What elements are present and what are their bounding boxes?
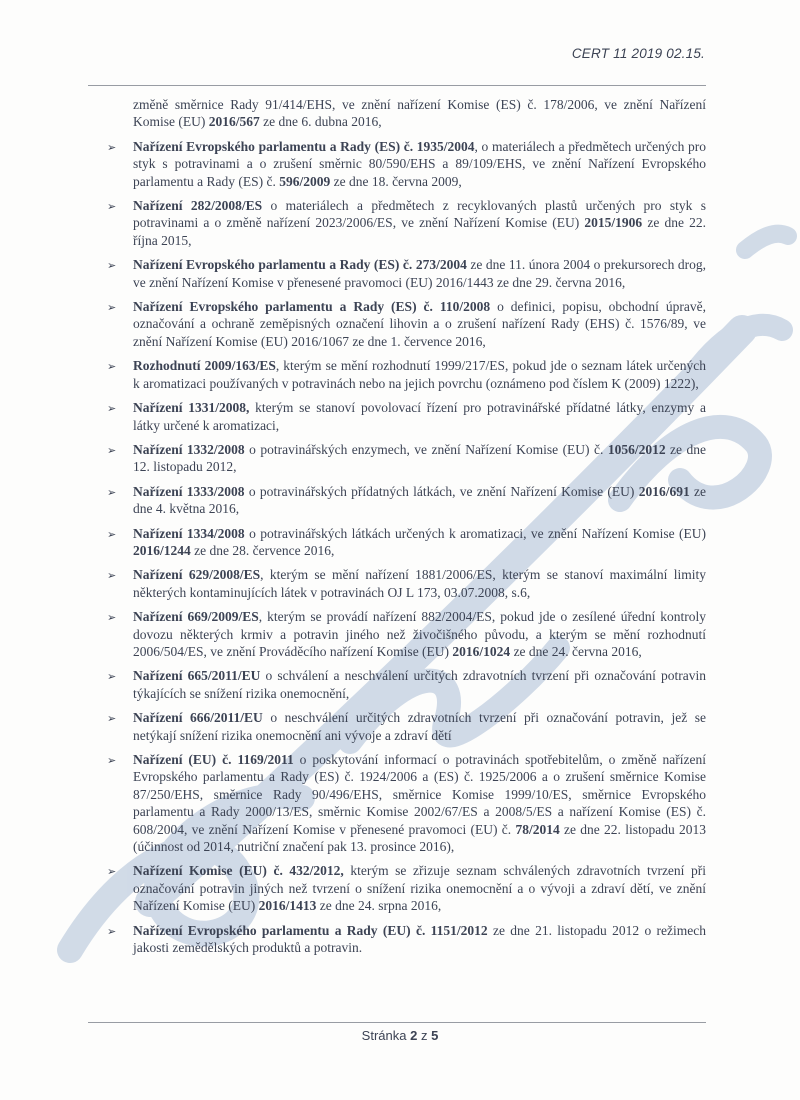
regulation-text: Nařízení Evropského parlamentu a Rady (EU) č. 1151/2012 ze dne 21. listopadu 2012 o režimech jakosti zemědělských produktů a potravin.: [133, 922, 706, 956]
regulation-item: [107, 922, 706, 957]
arrow-bullet-icon: ➢: [107, 200, 117, 214]
regulation-item: [107, 357, 706, 392]
regulation-text: Nařízení (EU) č. 1169/2011 o poskytování informací o potravinách spotřebitelům, o změně nařízení Evropského parlamentu a Rady (ES) č. 1924/2006 a (ES) č. 1925/2006 a o zrušení směrnice Komise 87/250/EHS, směrnice Rady 90/496/EHS, směrnice Komise 1999/10/ES, směrnice Evropského parlamentu a Rady 2000/13/ES, směrnic Komise 2002/67/ES a 2008/5/ES a nařízení Komise (ES) č. 608/2004, ve znění Nařízení Komise v přenesené pravomoci (EU) č. 78/2014 ze dne 22. listopadu 2013 (účinnost od 2014, nutriční značení pak 13. prosince 2016),: [133, 752, 706, 855]
regulation-item: [107, 399, 706, 434]
document-body: [107, 96, 707, 963]
arrow-bullet-icon: ➢: [107, 485, 117, 499]
regulation-text: Nařízení 1334/2008 o potravinářských látkách určených k aromatizaci, ve znění Nařízení Komise (EU) 2016/1244 ze dne 28. července 2016,: [133, 525, 706, 558]
arrow-bullet-icon: ➢: [107, 402, 117, 416]
total-pages: 5: [431, 1028, 439, 1043]
header-divider: [88, 85, 706, 86]
continuation-paragraph: změně směrnice Rady 91/414/EHS, ve znění nařízení Komise (ES) č. 178/2006, ve znění Nařízení Komise (EU) 2016/567 ze dne 6. dubna 2016,: [133, 97, 706, 130]
regulation-item: [107, 709, 706, 744]
document-code: CERT 11 2019 02.15.: [571, 46, 705, 61]
regulation-item: [107, 862, 706, 914]
regulation-text: Nařízení Evropského parlamentu a Rady (ES) č. 273/2004 ze dne 11. února 2004 o prekursorech drog, ve znění Nařízení Komise v přenesené pravomoci (EU) 2016/1443 ze dne 29. června 2016,: [133, 257, 706, 290]
regulation-item: [107, 566, 707, 601]
regulation-item: [107, 483, 706, 518]
regulation-item: [107, 667, 706, 702]
regulation-text: Nařízení 1332/2008 o potravinářských enzymech, ve znění Nařízení Komise (EU) č. 1056/2012 ze dne 12. listopadu 2012,: [133, 441, 706, 475]
arrow-bullet-icon: ➢: [107, 670, 117, 684]
arrow-bullet-icon: ➢: [107, 527, 117, 541]
regulation-text: Nařízení Evropského parlamentu a Rady (ES) č. 110/2008 o definici, popisu, obchodní úpravě, označování a ochraně zeměpisných označení lihovin a o zrušení nařízení Rady (EHS) č. 1576/89, ve znění Nařízení Komise (EU) 2016/1067 ze dne 1. července 2016,: [133, 299, 706, 349]
regulation-item: [107, 298, 706, 350]
arrow-bullet-icon: ➢: [107, 611, 117, 625]
regulation-text: Nařízení Evropského parlamentu a Rady (ES) č. 1935/2004, o materiálech a předmětech určených pro styk s potravinami a o zrušení směrnic 80/590/EHS a 89/109/EHS, ve znění Nařízení Evropského parlamentu a Rady (ES) č. 596/2009 ze dne 18. června 2009,: [133, 138, 706, 189]
footer-label: Stránka: [361, 1028, 407, 1043]
regulation-item: [107, 751, 706, 855]
regulation-item: [107, 197, 707, 249]
footer-divider: [88, 1022, 706, 1023]
regulation-text: Nařízení 1333/2008 o potravinářských přídatných látkách, ve znění Nařízení Komise (EU) 2016/691 ze dne 4. května 2016,: [133, 483, 706, 517]
arrow-bullet-icon: ➢: [107, 360, 117, 374]
regulation-list: [107, 138, 707, 957]
regulation-item: [107, 256, 706, 291]
arrow-bullet-icon: ➢: [107, 259, 117, 273]
regulation-text: Nařízení Komise (EU) č. 432/2012, kterým se zřizuje seznam schválených zdravotních tvrzení při označování potravin jiných než tvrzení o snížení rizika onemocnění a o vývoji a zdraví dětí, ve znění Nařízení Komise (EU) 2016/1413 ze dne 24. srpna 2016,: [133, 863, 706, 914]
arrow-bullet-icon: ➢: [107, 754, 117, 767]
regulation-text: Nařízení 629/2008/ES, kterým se mění nařízení 1881/2006/ES, kterým se stanoví maximální limity některých kontaminujících látek v potravinách OJ L 173, 03.07.2008, s.6,: [133, 567, 707, 600]
regulation-text: Nařízení 282/2008/ES o materiálech a předmětech z recyklovaných plastů určených pro styk s potravinami a o změně nařízení 2023/2006/ES, ve znění Nařízení Komise (EU) 2015/1906 ze dne 22. října 2015,: [133, 198, 707, 248]
page-number: 2: [410, 1028, 418, 1043]
regulation-text: Nařízení 669/2009/ES, kterým se provádí nařízení 882/2004/ES, pokud jde o zesílené úřední kontroly dovozu některých krmiv a potravin jiného než živočišného původu, a kterým se mění rozhodnutí 2006/504/ES, ve znění Prováděcího nařízení Komise (EU) 2016/1024 ze dne 24. června 2016,: [133, 609, 707, 659]
regulation-text: Nařízení 665/2011/EU o schválení a neschválení určitých zdravotních tvrzení při označování potravin týkajících se snížení rizika onemocnění,: [133, 668, 706, 701]
arrow-bullet-icon: ➢: [107, 569, 117, 583]
regulation-item: [107, 138, 706, 190]
regulation-item: [107, 441, 706, 476]
footer-of-word: z: [420, 1028, 428, 1043]
arrow-bullet-icon: ➢: [107, 924, 117, 938]
arrow-bullet-icon: ➢: [107, 865, 117, 879]
regulation-text: Rozhodnutí 2009/163/ES, kterým se mění rozhodnutí 1999/217/ES, pokud jde o seznam látek určených k aromatizaci používaných v potravinách nebo na jejich povrchu (oznámeno pod číslem K (2009) 1222),: [133, 358, 706, 391]
arrow-bullet-icon: ➢: [107, 301, 117, 315]
arrow-bullet-icon: ➢: [107, 140, 117, 154]
regulation-text: Nařízení 1331/2008, kterým se stanoví povolovací řízení pro potravinářské přídatné látky, enzymy a látky určené k aromatizaci,: [133, 400, 706, 433]
arrow-bullet-icon: ➢: [107, 712, 117, 726]
regulation-item: [107, 608, 707, 660]
regulation-text: Nařízení 666/2011/EU o neschválení určitých zdravotních tvrzení při označování potravin, jež se netýkají snížení rizika onemocnění ani vývoje a zdraví dětí: [133, 710, 706, 743]
regulation-item: [107, 525, 706, 560]
arrow-bullet-icon: ➢: [107, 443, 117, 457]
page-footer: [0, 1028, 800, 1043]
